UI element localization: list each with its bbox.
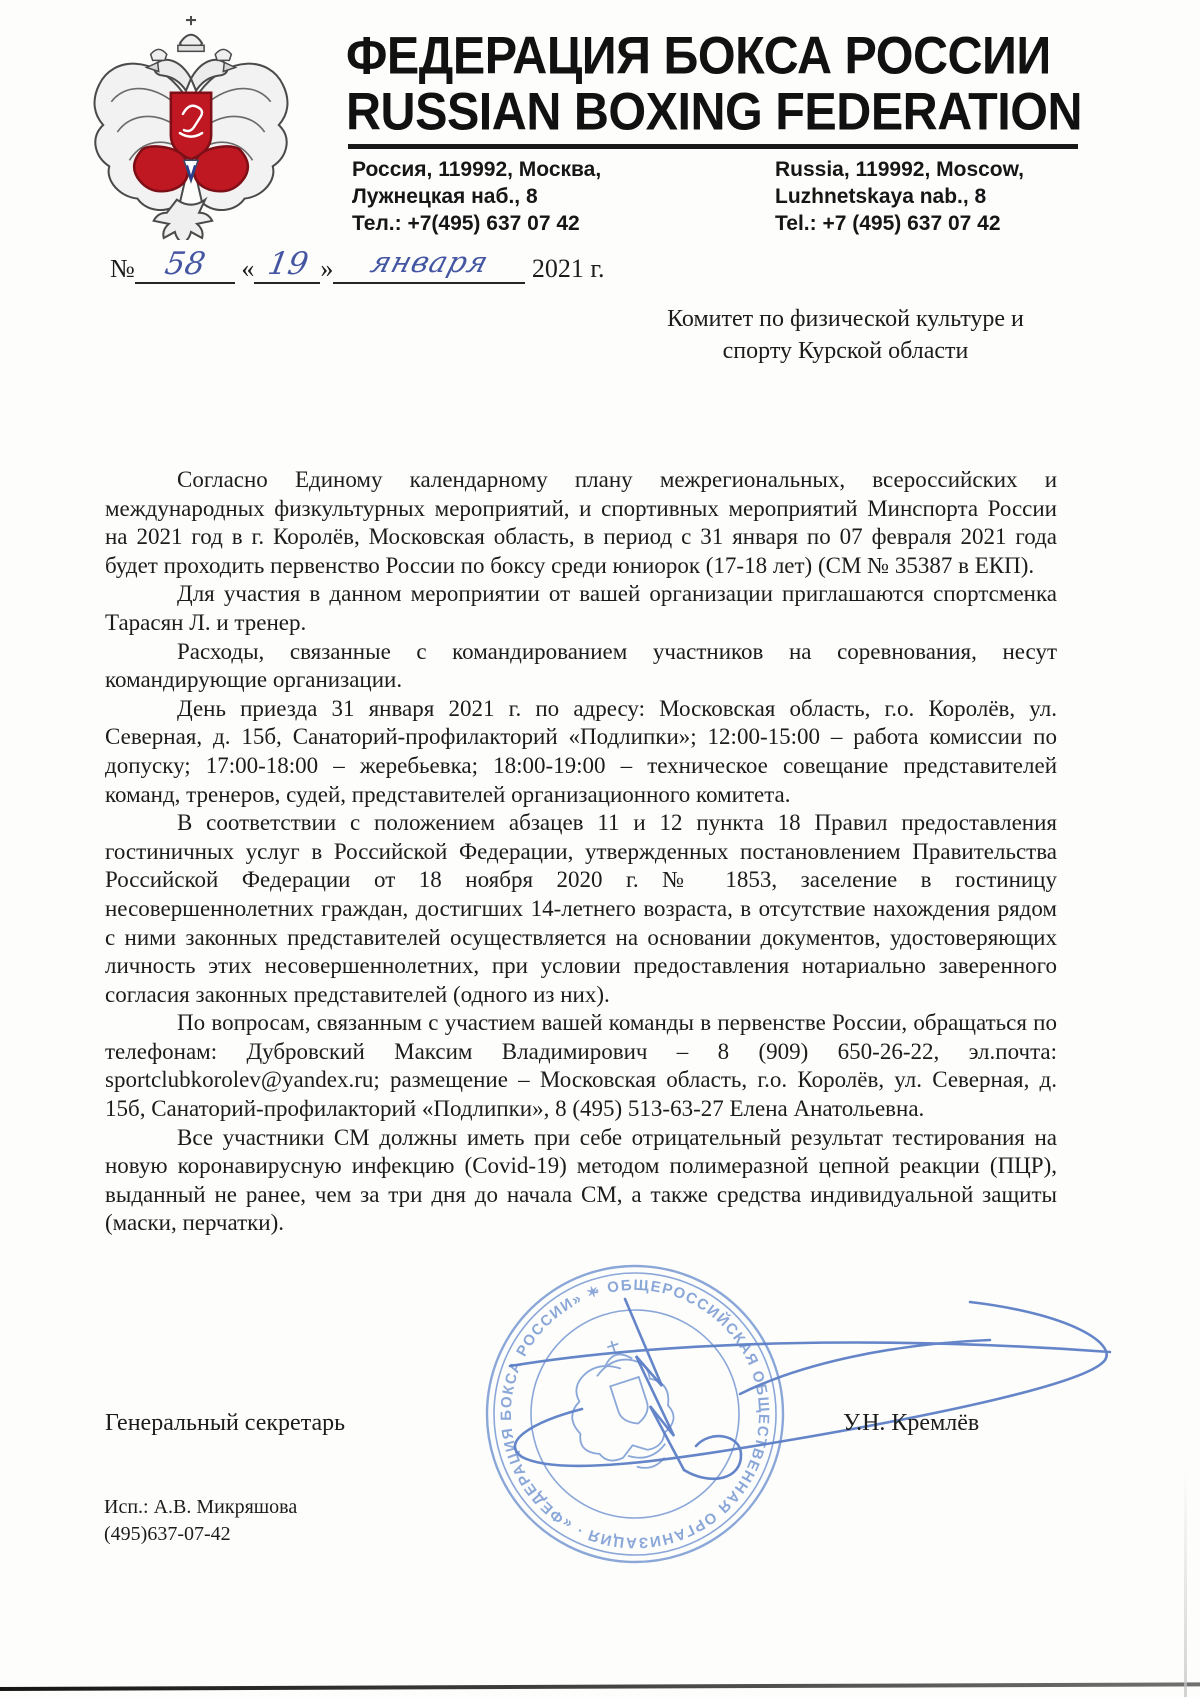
- paragraph: В соответствии с положением абзацев 11 и 12 пункта 18 Правил предоставления гостиничных услуг в Российской Федерации, утвержденных постановлением Правительства Российской Федерации от 18 ноября 2020 г. № 1853, заселение в гостиницу несовершеннолетних граждан, достигших 14-летнего возраста, в отсутствие нахождения рядом с ними законных представителей осуществляется на основании документов, удостоверяющих личность этих несовершеннолетних, при условии предоставления нотариально заверенного согласия законных представителей (одного из них).: [105, 810, 1057, 1007]
- recipient-line: Комитет по физической культуре и: [667, 306, 1024, 332]
- org-name-en: RUSSIAN BOXING FEDERATION: [346, 82, 1083, 142]
- address-line: Лужнецкая наб., 8: [352, 185, 538, 208]
- signer-title: Генеральный секретарь: [105, 1410, 346, 1436]
- day-blank: [254, 248, 320, 284]
- month-blank: [333, 245, 525, 284]
- official-stamp-and-signature: [410, 1244, 1130, 1624]
- stamp-ring-text: · ОБЩЕРОССИЙСКАЯ ОБЩЕСТВЕННАЯ ОРГАНИЗАЦИЯ · «ФЕДЕРАЦИЯ БОКСА РОССИИ» ✶: [497, 1276, 773, 1552]
- federation-emblem-icon: [84, 12, 298, 240]
- letter-body: [105, 466, 1057, 1238]
- paragraph: Расходы, связанные с командированием участников на соревнования, несут командирующие организации.: [105, 638, 1057, 693]
- executor-block: [104, 1494, 297, 1548]
- executor-name: Исп.: А.В. Микряшова: [104, 1496, 298, 1518]
- handwritten-day: 19: [264, 246, 311, 282]
- address-english: [775, 156, 1105, 237]
- quote-open: «: [241, 254, 255, 283]
- handwritten-signature: [510, 1299, 1110, 1479]
- paragraph: По вопросам, связанным с участием вашей команды в первенстве России, обращаться по телефонам: Дубровский Максим Владимирович – 8 (909) 650-26-22, эл.почта: sportclubkorolev@yandex.ru; размещение – Московская область, г.о. Королёв, ул. Северная, д. 15б, Санаторий-профилакторий «Подлипки», 8 (495) 513-63-27 Елена Анатольевна.: [105, 1010, 1057, 1122]
- address-russian: [352, 156, 682, 237]
- number-sign: №: [110, 254, 135, 283]
- paragraph: Все участники СМ должны иметь при себе отрицательный результат тестирования на новую коронавирусную инфекцию (Covid-19) методом полимеразной цепной реакции (ПЦР), выданный не ранее, чем за три дня до начала СМ, а также средства индивидуальной защиты (маски, перчатки).: [105, 1124, 1057, 1236]
- year-text: 2021 г.: [531, 254, 605, 283]
- address-line: Luzhnetskaya nab., 8: [775, 185, 987, 208]
- address-line: Россия, 119992, Москва,: [352, 158, 602, 181]
- svg-text:· ОБЩЕРОССИЙСКАЯ ОБЩЕСТВЕННАЯ: [462, 1244, 808, 1587]
- paragraph: Согласно Единому календарному плану межрегиональных, всероссийских и международных физкультурных мероприятий, и спортивных мероприятий Минспорта России на 2021 год в г. Королёв, Московская область, в период с 31 января по 07 февраля 2021 года будет проходить первенство России по боксу среди юниорок (17-18 лет) (СМ № 35387 в ЕКП).: [105, 467, 1057, 578]
- paragraph: День приезда 31 января 2021 г. по адресу: Московская область, г.о. Королёв, ул. Северная, д. 15б, Санаторий-профилакторий «Подлипки»; 12:00-15:00 – работа комиссии по допуску; 17:00-18:00 – жеребьевка; 18:00-19:00 – техническое совещание представителей команд, тренеров, судей, представителей организационного комитета.: [105, 695, 1057, 807]
- recipient-block: [618, 303, 1073, 367]
- recipient-line: спорту Курской области: [722, 338, 969, 364]
- letterhead: [346, 26, 1091, 142]
- address-line: Тел.: +7(495) 637 07 42: [352, 212, 580, 235]
- scan-artifact-line: [0, 1682, 1200, 1691]
- number-blank: [135, 248, 235, 284]
- header-divider: [348, 144, 1078, 149]
- signer-name: У.Н. Кремлёв: [843, 1410, 980, 1436]
- quote-close: »: [320, 254, 334, 283]
- org-name-ru: ФЕДЕРАЦИЯ БОКСА РОССИИ: [346, 26, 1051, 86]
- address-line: Tel.: +7 (495) 637 07 42: [775, 212, 1001, 235]
- executor-phone: (495)637-07-42: [104, 1523, 231, 1545]
- scan-artifact-edge: [1184, 1470, 1187, 1697]
- handwritten-month: января: [367, 245, 494, 279]
- reference-line: [110, 245, 605, 284]
- handwritten-number: 58: [162, 246, 209, 282]
- paragraph: Для участия в данном мероприятии от вашей организации приглашаются спортсменка Тарасян Л. и тренер.: [105, 581, 1057, 635]
- address-line: Russia, 119992, Moscow,: [775, 158, 1025, 181]
